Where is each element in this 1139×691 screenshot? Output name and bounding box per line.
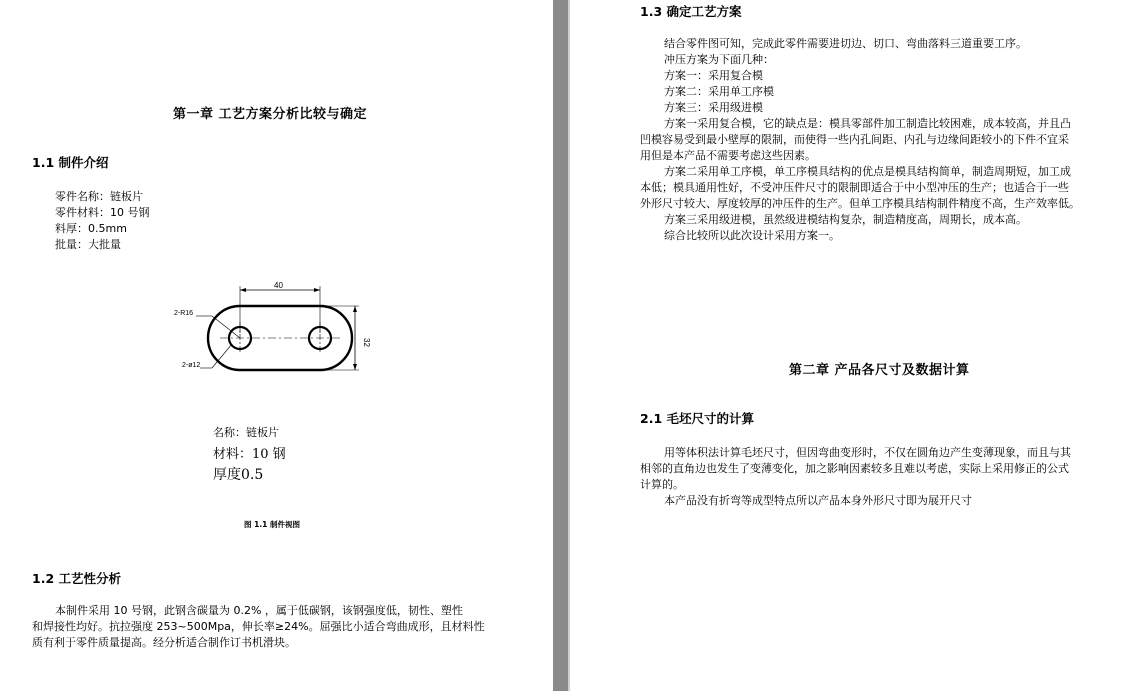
chain-plate-drawing [160,278,390,388]
scheme-2-line: 方案二：采用单工序模 [664,85,774,98]
document-page-left [0,0,553,691]
document-page-right [570,0,1139,691]
paragraph-line: 计算的。 [640,478,684,491]
chapter-1-title: 第一章 工艺方案分析比较与确定 [173,107,368,122]
section-1-3-title: 1.3 确定工艺方案 [640,4,742,19]
paragraph-line: 冲压方案为下面几种： [664,53,774,66]
section-1-1-title: 1.1 制件介绍 [32,155,109,170]
paragraph-line: 质有利于零件质量提高。经分析适合制作订书机滑块。 [32,636,296,649]
drawing-name-label: 名称：链板片 [213,426,279,439]
paragraph-line: 本产品没有折弯等成型特点所以产品本身外形尺寸即为展开尺寸 [664,494,972,507]
part-name-line: 零件名称：链板片 [55,190,143,203]
chapter-2-title: 第二章 产品各尺寸及数据计算 [789,363,970,378]
paragraph-line: 和焊接性均好。抗拉强度 253~500Mpa，伸长率≥24%。屈强比小适合弯曲成形，且材料性 [32,620,485,633]
paragraph-line: 结合零件图可知，完成此零件需要进切边、切口、弯曲落料三道重要工序。 [664,37,1027,50]
paragraph-line: 用等体积法计算毛坯尺寸，但因弯曲变形时，不仅在圆角边产生变薄现象，而且与其 [664,446,1071,459]
part-thickness-line: 料厚：0.5mm [55,222,127,235]
radius-label: 2-R16 [174,310,194,317]
figure-caption: 图 1.1 制件视图 [244,520,301,529]
scheme-3-line: 方案三：采用级进模 [664,101,763,114]
dimension-32-label: 32 [362,338,371,347]
section-1-2-title: 1.2 工艺性分析 [32,571,121,586]
paragraph-line: 方案二采用单工序模，单工序模具结构的优点是模具结构简单，制造周期短，加工成 [664,165,1071,178]
paragraph-line: 方案一采用复合模，它的缺点是：模具零部件加工制造比较困难，成本较高，并且凸 [664,117,1071,130]
part-batch-line: 批量：大批量 [55,238,121,251]
scheme-1-line: 方案一：采用复合模 [664,69,763,82]
dimension-40-label: 40 [274,281,283,290]
drawing-material-label: 材料：10 钢 [213,447,286,462]
hole-diameter-label: 2-ø12 [182,362,201,369]
section-2-1-title: 2.1 毛坯尺寸的计算 [640,411,754,426]
paragraph-line: 相邻的直角边也发生了变薄变化，加之影响因素较多且难以考虑，实际上采用修正的公式 [640,462,1069,475]
paragraph-line: 方案三采用级进模，虽然级进模结构复杂，制造精度高，周期长，成本高。 [664,213,1027,226]
drawing-thickness-label: 厚度0.5 [213,467,264,483]
paragraph-line: 用但是本产品不需要考虑这些因素。 [640,149,816,162]
paragraph-line: 综合比较所以此次设计采用方案一。 [664,229,840,242]
paragraph-line: 本制件采用 10 号钢，此钢含碳量为 0.2% ，属于低碳钢，该钢强度低，韧性、塑性 [55,604,463,617]
part-material-line: 零件材料：10 号钢 [55,206,150,219]
paragraph-line: 本低；模具通用性好，不受冲压件尺寸的限制即适合于中小型冲压的生产；也适合于一些 [640,181,1069,194]
paragraph-line: 外形尺寸较大、厚度较厚的冲压件的生产。但单工序模具结构制件精度不高，生产效率低。 [640,197,1080,210]
paragraph-line: 凹模容易受到最小壁厚的限制，而使得一些内孔间距、内孔与边缘间距较小的下件不宜采 [640,133,1069,146]
